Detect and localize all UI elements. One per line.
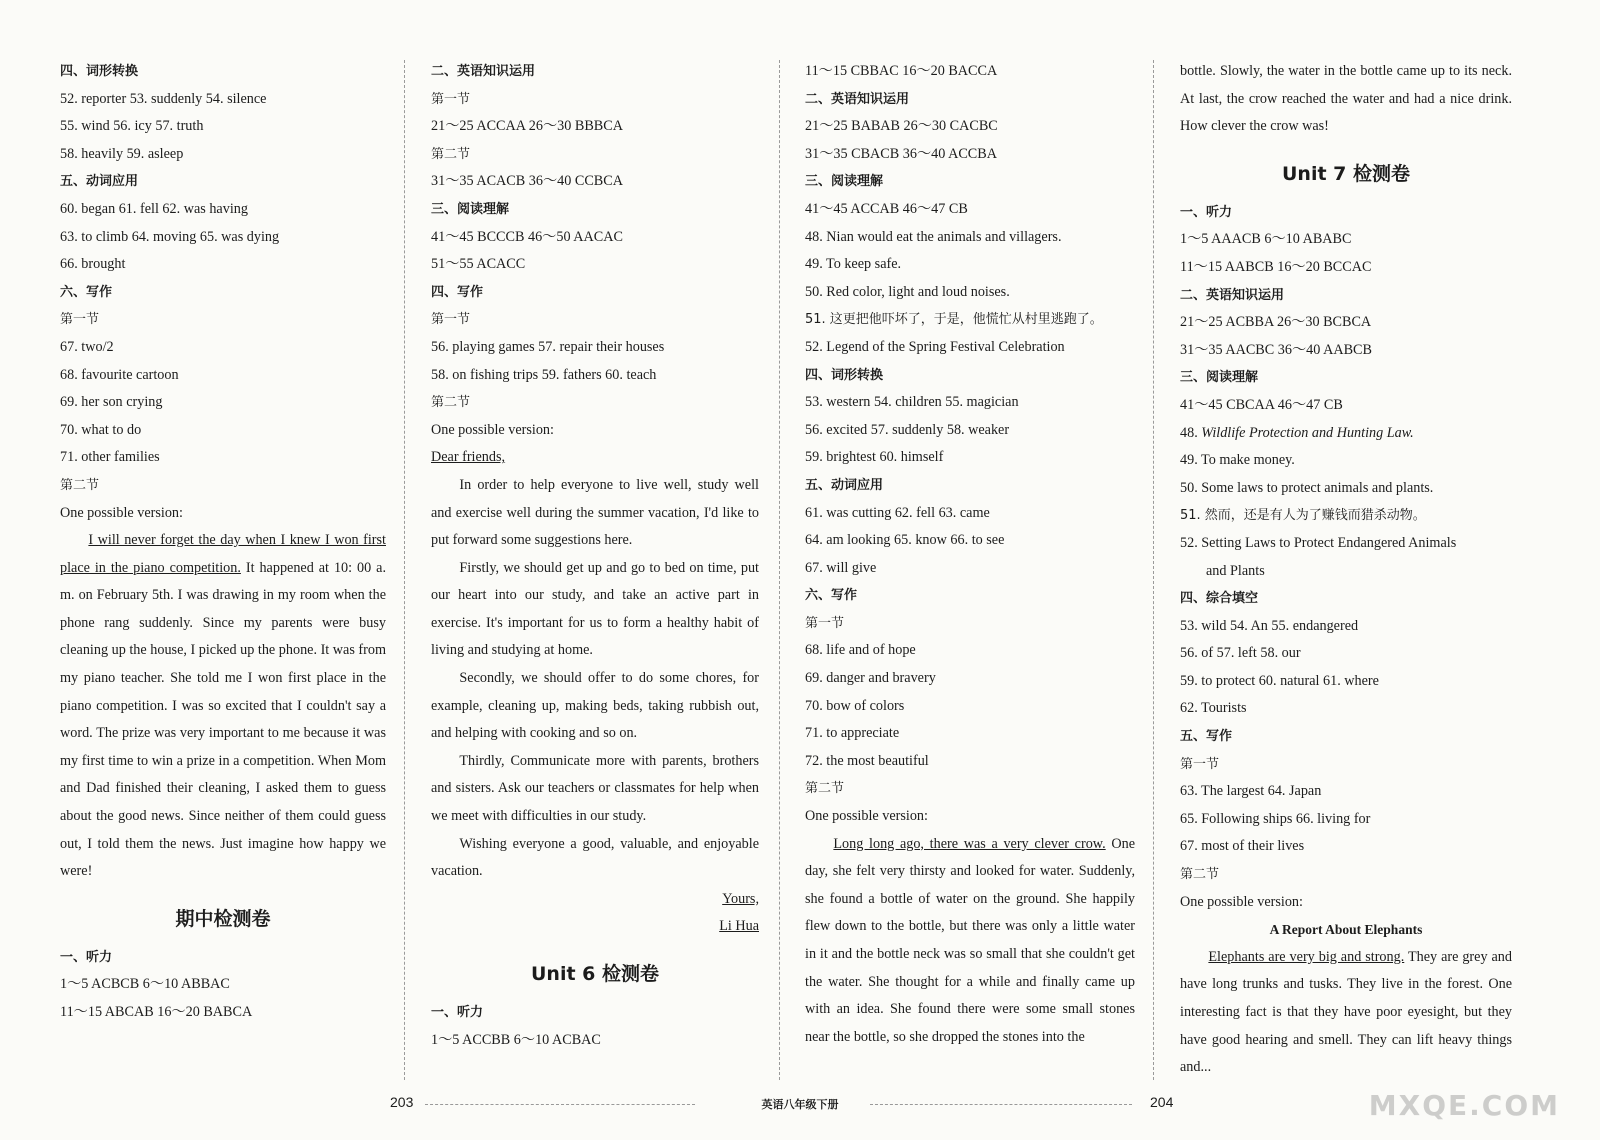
topic-sentence: Long long ago, there was a very clever crow.: [833, 835, 1106, 852]
answer-line: 68. favourite cartoon: [60, 366, 179, 383]
column-divider: [404, 60, 405, 1080]
section-heading: 三、阅读理解: [1180, 370, 1259, 386]
answer-line: 31～35 ACACB 36～40 CCBCA: [431, 173, 623, 190]
column-divider: [779, 60, 780, 1080]
answer-line: 71. other families: [60, 449, 160, 466]
essay-paragraph: [1180, 58, 1512, 141]
answer-line: 21～25 BABAB 26～30 CACBC: [805, 118, 998, 135]
letter-signature: [431, 913, 759, 941]
essay-paragraph: [805, 831, 1135, 1052]
answer-line: 71. to appreciate: [805, 725, 900, 742]
column-2: [431, 58, 759, 1054]
answer-line: 52. Legend of the Spring Festival Celebration: [805, 338, 1065, 355]
paragraph-text: It happened at 10: 00 a. m. on February 5th. I was drawing in my room when the phone rang suddenly. Since my parents were busy cleaning up the house, I picked up the phone. It was from my piano teacher. She told me I won first place in the piano competition. I was so excited that I couldn't say a word. The prize was very important to me because it was my first time to win a prize in a competition. When Mom and Dad finished their cleaning, I asked them to guess about the good news. Since neither of them could guess out, I told them the news. Just imagine how happy we were!: [60, 559, 386, 880]
paragraph-text: One day, she felt very thirsty and looked for water. Suddenly, she found a bottle of water on the ground. She happily flew down to the bottle, but there was only a little water in it and the bottle neck was so small that she couldn't get the water. She thought for a while and finally came up with an idea. She found there were some small stones near the bottle, so she dropped the stones into the: [805, 835, 1135, 1045]
answer-line: 58. on fishing trips 59. fathers 60. teach: [431, 366, 657, 383]
book-title: 英语八年级下册: [761, 1098, 839, 1111]
subsection-label: 第一节: [431, 312, 471, 328]
answer-line: 60. began 61. fell 62. was having: [60, 200, 248, 217]
answer-line: 70. bow of colors: [805, 697, 905, 714]
subsection-label: 第二节: [1180, 867, 1220, 883]
answer-line: 69. her son crying: [60, 394, 163, 411]
test-title: 期中检测卷: [175, 907, 271, 930]
answer-number: 48.: [1180, 424, 1202, 441]
answer-line: 49. To make money.: [1180, 452, 1295, 469]
answer-line: One possible version:: [431, 421, 554, 438]
answer-line: 50. Red color, light and loud noises.: [805, 283, 1010, 300]
essay-paragraph: [60, 527, 386, 886]
section-heading: 一、听力: [1180, 204, 1233, 220]
watermark-logo: MXQE.COM: [1368, 1089, 1560, 1122]
section-heading: 二、英语知识运用: [1180, 287, 1285, 303]
answer-line: 67. will give: [805, 559, 877, 576]
answer-line: 11～15 CBBAC 16～20 BACCA: [805, 63, 998, 79]
subsection-label: 第二节: [431, 395, 471, 411]
answer-line: 48. Nian would eat the animals and villagers.: [805, 228, 1062, 245]
essay-paragraph: Wishing everyone a good, valuable, and enjoyable vacation.: [431, 835, 759, 880]
answer-line: 65. Following ships 66. living for: [1180, 810, 1371, 827]
essay-title: A Report About Elephants: [1269, 922, 1423, 938]
answer-line: 56. of 57. left 58. our: [1180, 645, 1301, 662]
answer-line: 63. The largest 64. Japan: [1180, 783, 1322, 800]
subsection-label: 第二节: [60, 477, 100, 493]
section-heading: 四、综合填空: [1180, 591, 1259, 607]
section-heading: 一、听力: [60, 949, 113, 965]
column-4: [1180, 58, 1512, 1082]
answer-line: 31～35 CBACB 36～40 ACCBA: [805, 145, 997, 162]
answer-line: 53. wild 54. An 55. endangered: [1180, 617, 1359, 634]
answer-line: 69. danger and bravery: [805, 670, 936, 687]
subsection-label: 第一节: [805, 615, 845, 631]
answer-line: 56. playing games 57. repair their houses: [431, 338, 665, 355]
answer-line: 58. heavily 59. asleep: [60, 145, 184, 162]
paragraph-text: They are grey and have long trunks and tusks. They live in the forest. One interesting fact is that they have poor eyesight, but they have good hearing and smell. They can lift heavy things and...: [1180, 948, 1512, 1076]
section-heading: 四、词形转换: [60, 64, 139, 79]
section-heading: 六、写作: [60, 284, 113, 300]
answer-line: 51. 这更把他吓坏了，于是，他慌忙从村里逃跑了。: [805, 312, 1103, 328]
essay-paragraph: Thirdly, Communicate more with parents, brothers and sisters. Ask our teachers or classmates for help when we meet with difficulties in our study.: [431, 752, 759, 825]
essay-paragraph: In order to help everyone to live well, study well and exercise well during the summer vacation, I'd like to put forward some suggestions here.: [431, 476, 759, 549]
answer-line: 49. To keep safe.: [805, 256, 902, 273]
answer-line: 21～25 ACBBA 26～30 BCBCA: [1180, 314, 1372, 331]
subsection-label: 第一节: [1180, 756, 1220, 772]
essay-paragraph: Secondly, we should offer to do some chores, for example, cleaning up, making beds, taking rubbish out, and helping with cooking and so on.: [431, 670, 759, 742]
answer-line: 59. to protect 60. natural 61. where: [1180, 672, 1379, 689]
footer-rule: [870, 1104, 1132, 1105]
section-heading: 五、动词应用: [60, 174, 139, 190]
answer-line: 55. wind 56. icy 57. truth: [60, 118, 204, 135]
section-heading: 六、写作: [805, 588, 858, 604]
subsection-label: 第一节: [60, 312, 100, 328]
answer-line: 67. most of their lives: [1180, 838, 1305, 855]
answer-line: 51. 然而，还是有人为了赚钱而猎杀动物。: [1180, 508, 1426, 524]
answer-line: 64. am looking 65. know 66. to see: [805, 532, 1005, 549]
section-heading: 一、听力: [431, 1005, 484, 1020]
topic-sentence: Elephants are very big and strong.: [1208, 948, 1405, 965]
subsection-label: 第二节: [805, 781, 845, 797]
answer-line: 56. excited 57. suddenly 58. weaker: [805, 421, 1010, 438]
answer-line: 50. Some laws to protect animals and plants.: [1180, 479, 1434, 496]
answer-line: 61. was cutting 62. fell 63. came: [805, 504, 990, 521]
page-number-right: 204: [1150, 1094, 1174, 1110]
answer-line: 67. two/2: [60, 338, 114, 355]
section-heading: 二、英语知识运用: [431, 64, 536, 79]
page-number-left: 203: [390, 1094, 414, 1110]
column-divider: [1153, 60, 1154, 1080]
answer-line: 51～55 ACACC: [431, 256, 526, 273]
answer-line: 70. what to do: [60, 421, 142, 438]
answer-line: 21～25 ACCAA 26～30 BBBCA: [431, 118, 623, 135]
answer-line: 1～5 ACCBB 6～10 ACBAC: [431, 1031, 601, 1048]
signature-text: Yours,: [722, 890, 759, 907]
answer-line: 41～45 BCCCB 46～50 AACAC: [431, 228, 623, 245]
answer-line: [1180, 420, 1512, 448]
answer-line: 59. brightest 60. himself: [805, 449, 944, 466]
answer-line: 62. Tourists: [1180, 700, 1247, 717]
answer-line: 11～15 AABCB 16～20 BCCAC: [1180, 258, 1372, 275]
letter-signature: [431, 886, 759, 914]
essay-paragraph: [1180, 944, 1512, 1082]
section-heading: 四、词形转换: [805, 367, 884, 383]
answer-line: 52. reporter 53. suddenly 54. silence: [60, 90, 267, 107]
answer-line: 66. brought: [60, 256, 126, 273]
section-heading: 五、动词应用: [805, 477, 884, 493]
subsection-label: 第一节: [431, 91, 471, 107]
section-heading: 三、阅读理解: [431, 201, 510, 217]
answer-line: 41～45 CBCAA 46～47 CB: [1180, 396, 1343, 413]
section-heading: 二、英语知识运用: [805, 91, 910, 107]
section-heading: 五、写作: [1180, 729, 1233, 745]
subsection-label: 第二节: [431, 146, 471, 162]
test-title: Unit 7 检测卷: [1282, 162, 1410, 185]
answer-line: One possible version:: [60, 504, 183, 521]
answer-line: 72. the most beautiful: [805, 752, 929, 769]
section-heading: 三、阅读理解: [805, 174, 884, 190]
answer-line: 52. Setting Laws to Protect Endangered Animals: [1180, 534, 1457, 551]
paragraph-text: bottle. Slowly, the water in the bottle came up to its neck. At last, the crow reached the water and had a nice drink. How clever the crow was!: [1180, 63, 1512, 135]
section-heading: 四、写作: [431, 284, 484, 300]
column-1: [60, 58, 386, 1027]
answer-line: 1～5 ACBCB 6～10 ABBAC: [60, 976, 230, 993]
answer-line: 1～5 AAACB 6～10 ABABC: [1180, 231, 1352, 248]
answer-line: 31～35 AACBC 36～40 AABCB: [1180, 341, 1372, 358]
answer-line: 53. western 54. children 55. magician: [805, 394, 1019, 411]
test-title: Unit 6 检测卷: [531, 963, 659, 985]
signature-text: Li Hua: [719, 918, 759, 935]
answer-line: 68. life and of hope: [805, 642, 916, 659]
answer-line: 11～15 ABCAB 16～20 BABCA: [60, 1004, 253, 1020]
answer-line: One possible version:: [1180, 893, 1303, 910]
answer-line: 63. to climb 64. moving 65. was dying: [60, 228, 280, 245]
answer-line: and Plants: [1206, 562, 1265, 579]
essay-paragraph: Firstly, we should get up and go to bed on time, put our heart into our study, and take an active part in exercise. It's important for us to form a healthy habit of living and studying at home.: [431, 559, 759, 659]
answer-line: 41～45 ACCAB 46～47 CB: [805, 200, 968, 217]
answer-line: One possible version:: [805, 808, 928, 825]
topic-sentence: I will never forget the day when I knew I won first place in the piano competition.: [60, 532, 386, 576]
page-footer: [0, 1090, 1600, 1120]
letter-salutation: Dear friends,: [431, 449, 506, 466]
answer-text: Wildlife Protection and Hunting Law.: [1201, 424, 1414, 441]
column-3: [805, 58, 1135, 1051]
